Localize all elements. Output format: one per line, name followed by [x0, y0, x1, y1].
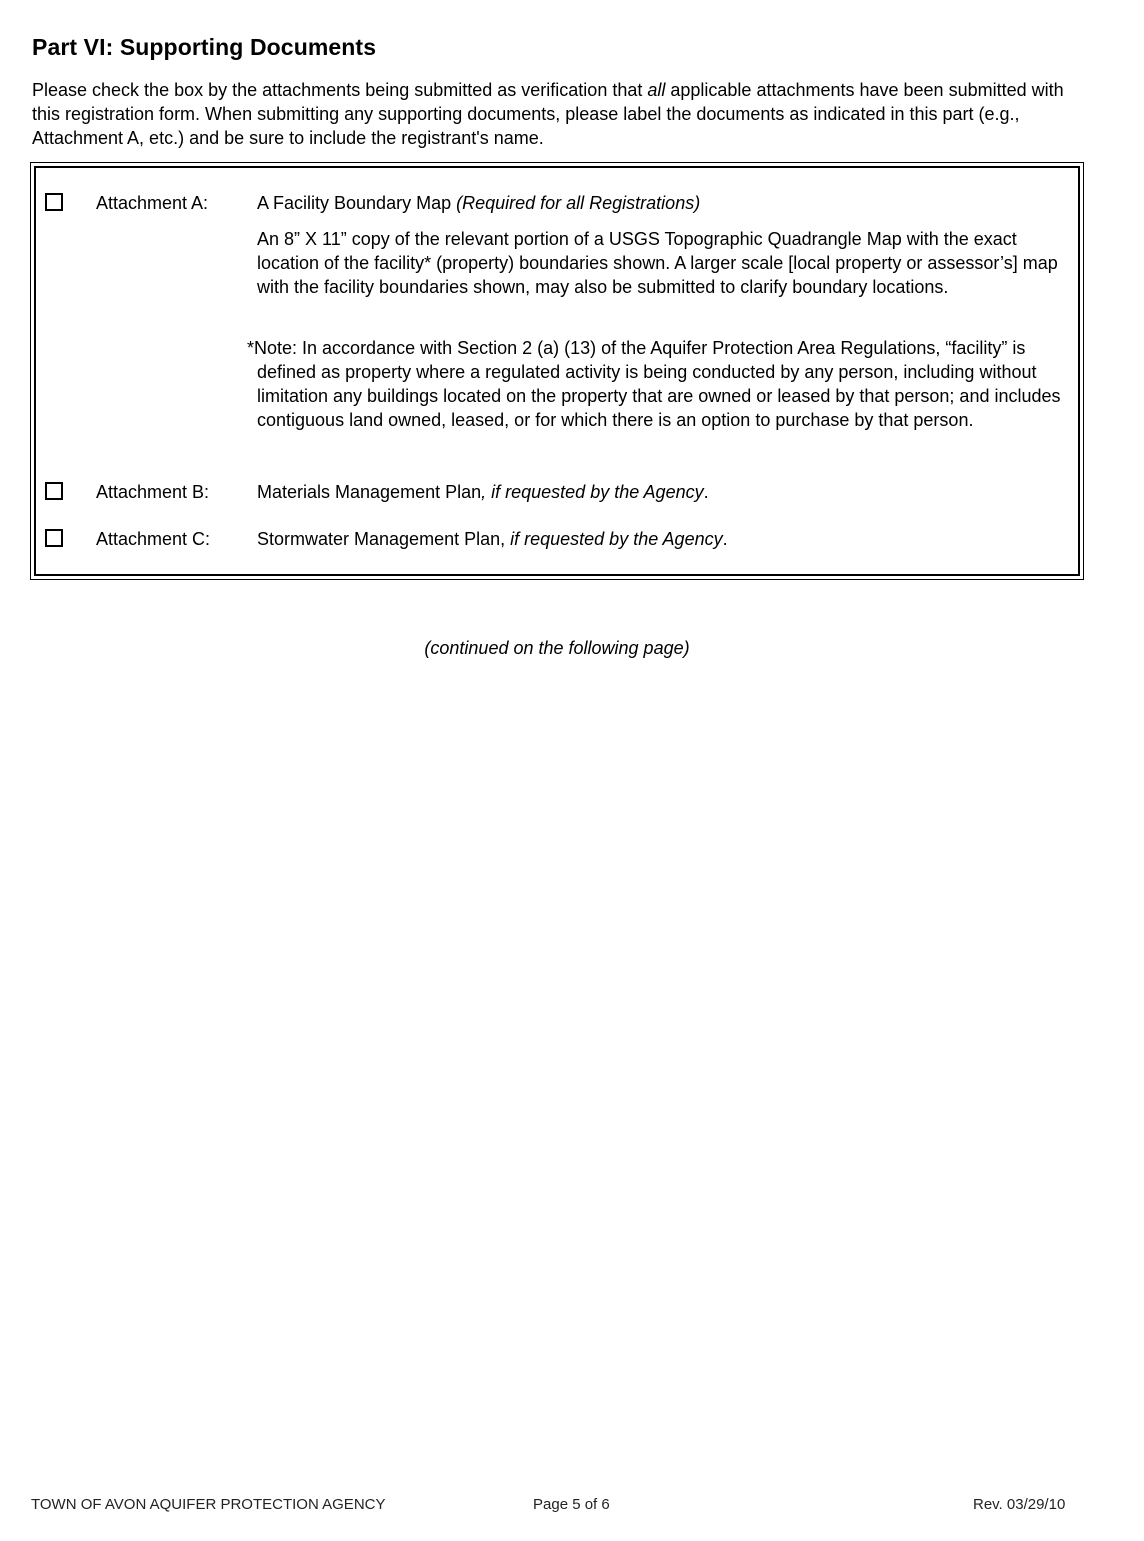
- attachment-c-label: Attachment C:: [96, 529, 211, 549]
- attachment-a-title-text: A Facility Boundary Map: [257, 193, 457, 213]
- attachment-a-title-requirement: (Required for all Registrations): [456, 193, 701, 213]
- intro-paragraph: [32, 78, 1092, 150]
- intro-emphasis: all: [647, 80, 666, 100]
- attachment-a-title: [257, 191, 700, 215]
- page-title: Part VI: Supporting Documents: [32, 34, 377, 60]
- attachment-c-title-text: Stormwater Management Plan,: [257, 529, 511, 549]
- attachment-b-title-condition: , if requested by the Agency: [481, 482, 704, 502]
- attachment-a-label: Attachment A:: [96, 193, 209, 213]
- attachment-b-label: Attachment B:: [96, 482, 210, 502]
- attachment-b-checkbox[interactable]: [45, 482, 63, 500]
- attachment-a-description: An 8” X 11” copy of the relevant portion of a USGS Topographic Quadrangle Map with the exact location of the facility* (property) boundaries shown. A larger scale [local property or assessor’s] map with the facility boundaries shown, may also be submitted to clarify boundary locations.: [257, 229, 1058, 297]
- footer-agency-name: TOWN OF AVON AQUIFER PROTECTION AGENCY: [31, 1496, 386, 1513]
- attachment-b-title-end: .: [703, 482, 709, 502]
- footer-revision-date: Rev. 03/29/10: [973, 1496, 1066, 1513]
- attachment-b-title: [257, 480, 709, 504]
- attachment-a-checkbox[interactable]: [45, 193, 63, 211]
- intro-text-start: Please check the box by the attachments being submitted as verification that: [32, 80, 648, 100]
- attachment-c-title: [257, 527, 728, 551]
- attachment-c-title-end: .: [722, 529, 728, 549]
- footer-page-number: Page 5 of 6: [533, 1496, 610, 1513]
- attachment-c-checkbox[interactable]: [45, 529, 63, 547]
- attachment-c-title-condition: if requested by the Agency: [510, 529, 723, 549]
- facility-definition-note: *Note: In accordance with Section 2 (a) (13) of the Aquifer Protection Area Regulations, “facility” is defined as property where a regulated activity is being conducted by any person, including without limitation any buildings located on the property that are owned or leased by that person; and includes contiguous land owned, leased, or for which there is an option to purchase by that person.: [247, 338, 1061, 430]
- intro-text-end: applicable attachments have been submitted with this registration form. When submitting any supporting documents, please label the documents as indicated in this part (e.g., Attachment A, etc.) and be sure to include the registrant's name.: [32, 80, 1064, 148]
- continued-notice: (continued on the following page): [424, 638, 690, 658]
- attachment-b-title-text: Materials Management Plan: [257, 482, 482, 502]
